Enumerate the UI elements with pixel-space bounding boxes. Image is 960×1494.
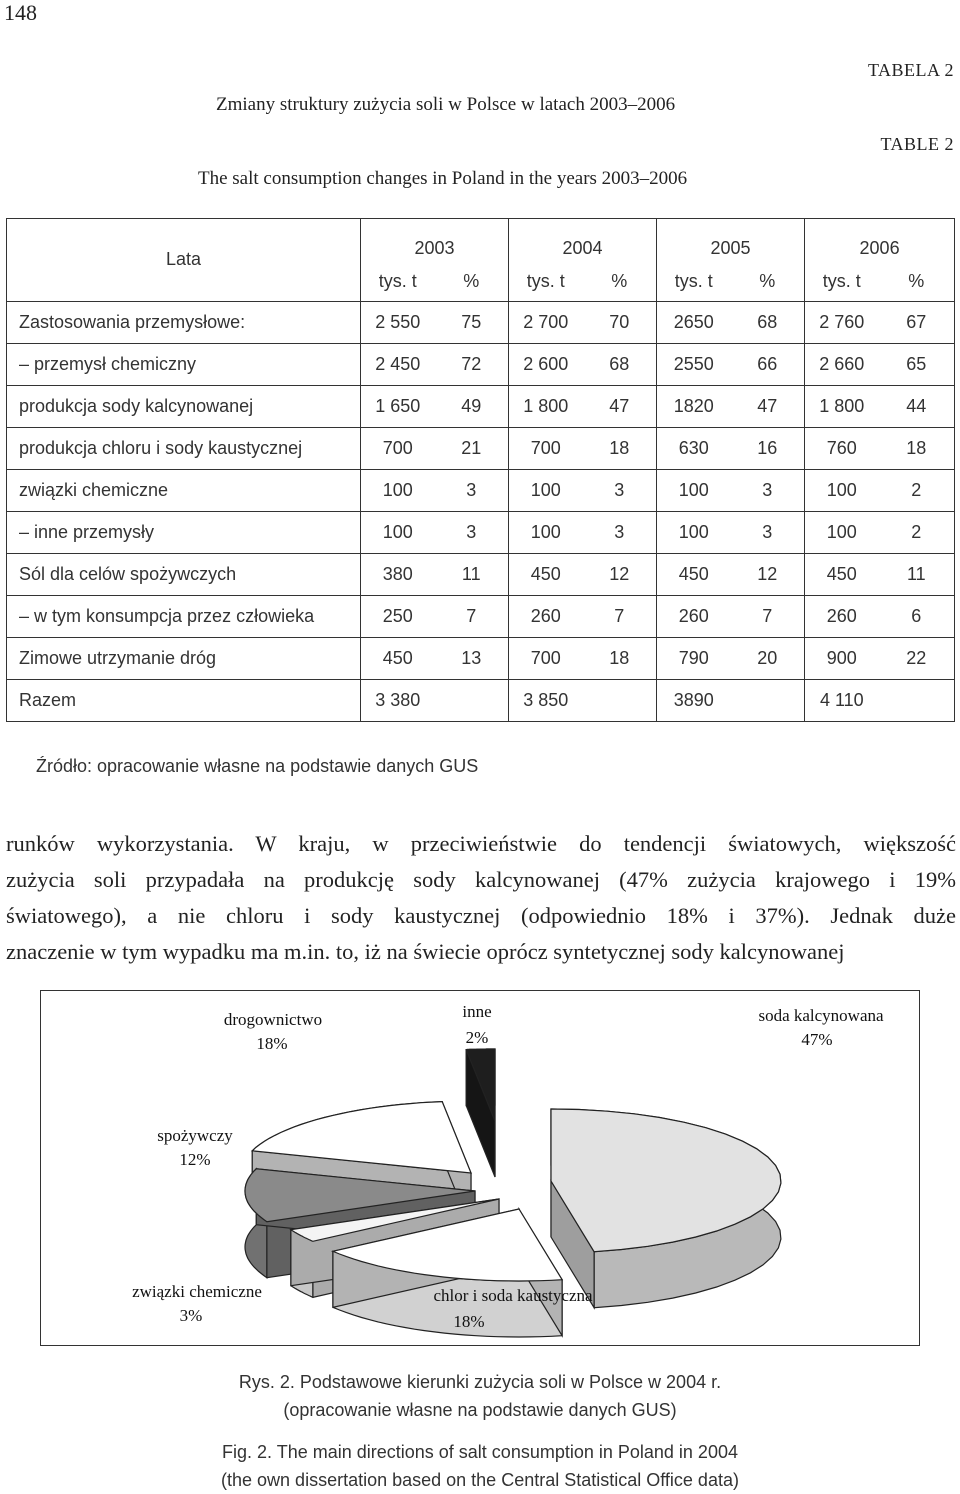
table-row [7,638,955,680]
percent-cell: 2 [879,470,955,512]
value-cell: 790 [657,638,731,680]
value-cell: 760 [805,428,879,470]
percent-cell: 18 [583,638,657,680]
percent-cell: 44 [879,386,955,428]
percent-cell: 3 [731,470,805,512]
row-label: Zimowe utrzymanie dróg [7,638,361,680]
row-label: Sól dla celów spożywczych [7,554,361,596]
pct-header: % [435,261,509,302]
salt-consumption-table [6,218,955,722]
year-header: 2006 [805,219,955,262]
year-header: 2003 [361,219,509,262]
percent-cell: 47 [731,386,805,428]
percent-cell [583,680,657,722]
percent-cell: 7 [583,596,657,638]
pct-header: % [731,261,805,302]
value-cell: 450 [805,554,879,596]
percent-cell: 12 [583,554,657,596]
value-cell: 100 [805,470,879,512]
value-cell: 3 850 [509,680,583,722]
value-cell: 700 [509,428,583,470]
unit-header: tys. t [805,261,879,302]
slice-label: inne [462,1002,492,1021]
value-cell: 100 [361,512,435,554]
percent-cell: 65 [879,344,955,386]
value-cell: 900 [805,638,879,680]
table-row [7,428,955,470]
table-title-en: The salt consumption changes in Poland in the years 2003–2006 [198,168,688,189]
page-number: 148 [4,0,37,25]
body-line: światowego), a nie chloru i sody kaustycznej (odpowiednio 18% i 37%). Jednak duże [6,903,956,928]
table-corner: Lata [7,219,361,302]
figure-caption-pl-2: (opracowanie własne na podstawie danych GUS) [283,1400,677,1420]
slice-value-label: 47% [801,1030,833,1049]
value-cell: 450 [657,554,731,596]
value-cell: 100 [657,470,731,512]
percent-cell: 66 [731,344,805,386]
value-cell: 100 [509,470,583,512]
value-cell: 260 [509,596,583,638]
value-cell: 100 [657,512,731,554]
value-cell: 450 [509,554,583,596]
value-cell: 2550 [657,344,731,386]
pie-chart-frame [40,990,920,1346]
percent-cell: 47 [583,386,657,428]
figure-caption-pl-1: Rys. 2. Podstawowe kierunki zużycia soli w Polsce w 2004 r. [238,1372,722,1392]
value-cell: 3890 [657,680,731,722]
percent-cell: 11 [879,554,955,596]
value-cell: 3 380 [361,680,435,722]
percent-cell: 3 [435,470,509,512]
percent-cell: 21 [435,428,509,470]
percent-cell: 72 [435,344,509,386]
body-line: runków wykorzystania. W kraju, w przeciwieństwie do tendencji światowych, większość [6,831,956,856]
percent-cell: 67 [879,302,955,344]
value-cell: 100 [509,512,583,554]
value-cell: 1 800 [805,386,879,428]
value-cell: 100 [805,512,879,554]
value-cell: 2 550 [361,302,435,344]
percent-cell [731,680,805,722]
table-label-en: TABLE 2 [880,134,954,154]
percent-cell: 49 [435,386,509,428]
year-header: 2004 [509,219,657,262]
table-row [7,596,955,638]
slice-value-label: 18% [256,1034,288,1053]
unit-header: tys. t [657,261,731,302]
value-cell: 380 [361,554,435,596]
percent-cell: 16 [731,428,805,470]
row-label: Zastosowania przemysłowe: [7,302,361,344]
percent-cell [435,680,509,722]
value-cell: 700 [361,428,435,470]
percent-cell: 6 [879,596,955,638]
body-line: zużycia soli przypadała na produkcję sody kalcynowanej (47% zużycia krajowego i 19% [6,867,956,892]
pie-chart [41,991,919,1345]
value-cell: 250 [361,596,435,638]
pct-header: % [583,261,657,302]
percent-cell: 3 [583,512,657,554]
body-line: znaczenie w tym wypadku ma m.in. to, iż na świecie oprócz syntetycznej sody kalcynowanej [6,939,845,964]
percent-cell: 11 [435,554,509,596]
value-cell: 2 600 [509,344,583,386]
table-label-pl: TABELA 2 [867,60,954,80]
table-row [7,554,955,596]
percent-cell: 13 [435,638,509,680]
value-cell: 2 660 [805,344,879,386]
row-label: – przemysł chemiczny [7,344,361,386]
source-note: Źródło: opracowanie własne na podstawie danych GUS [36,756,479,776]
slice-label: spożywczy [157,1126,233,1145]
value-cell: 2 450 [361,344,435,386]
value-cell: 700 [509,638,583,680]
value-cell: 260 [657,596,731,638]
value-cell: 2 760 [805,302,879,344]
percent-cell: 7 [435,596,509,638]
value-cell: 4 110 [805,680,879,722]
slice-value-label: 2% [465,1028,489,1047]
unit-header: tys. t [509,261,583,302]
figure-caption-en-1: Fig. 2. The main directions of salt consumption in Poland in 2004 [222,1442,738,1462]
slice-label: drogownictwo [223,1010,323,1029]
row-label: – inne przemysły [7,512,361,554]
percent-cell [879,680,955,722]
pie-slice-inne [466,1049,495,1177]
value-cell: 1 800 [509,386,583,428]
row-label: Razem [7,680,361,722]
body-paragraph [6,826,956,970]
value-cell: 630 [657,428,731,470]
percent-cell: 70 [583,302,657,344]
percent-cell: 75 [435,302,509,344]
value-cell: 260 [805,596,879,638]
table-row [7,512,955,554]
pct-header: % [879,261,955,302]
table-row [7,386,955,428]
percent-cell: 18 [879,428,955,470]
value-cell: 100 [361,470,435,512]
percent-cell: 18 [583,428,657,470]
slice-label: soda kalcynowana [758,1006,884,1025]
value-cell: 2650 [657,302,731,344]
percent-cell: 2 [879,512,955,554]
slice-label: związki chemiczne [132,1282,262,1301]
percent-cell: 22 [879,638,955,680]
value-cell: 450 [361,638,435,680]
row-label: – w tym konsumpcja przez człowieka [7,596,361,638]
percent-cell: 68 [731,302,805,344]
percent-cell: 20 [731,638,805,680]
slice-value-label: 18% [453,1312,485,1331]
value-cell: 1 650 [361,386,435,428]
value-cell: 1820 [657,386,731,428]
unit-header: tys. t [361,261,435,302]
percent-cell: 68 [583,344,657,386]
percent-cell: 3 [435,512,509,554]
table-title-pl: Zmiany struktury zużycia soli w Polsce w latach 2003–2006 [216,94,676,115]
table-row [7,470,955,512]
slice-value-label: 3% [179,1306,203,1325]
figure-caption-en-2: (the own dissertation based on the Central Statistical Office data) [221,1470,739,1490]
value-cell: 2 700 [509,302,583,344]
percent-cell: 12 [731,554,805,596]
table-row [7,680,955,722]
table-row [7,302,955,344]
row-label: związki chemiczne [7,470,361,512]
pie-slice-soda-kalcynowana [551,1109,781,1308]
percent-cell: 7 [731,596,805,638]
percent-cell: 3 [583,470,657,512]
row-label: produkcja chloru i sody kaustycznej [7,428,361,470]
row-label: produkcja sody kalcynowanej [7,386,361,428]
slice-label: chlor i soda kaustyczna [433,1286,593,1305]
table-row [7,344,955,386]
percent-cell: 3 [731,512,805,554]
year-header: 2005 [657,219,805,262]
slice-value-label: 12% [179,1150,211,1169]
